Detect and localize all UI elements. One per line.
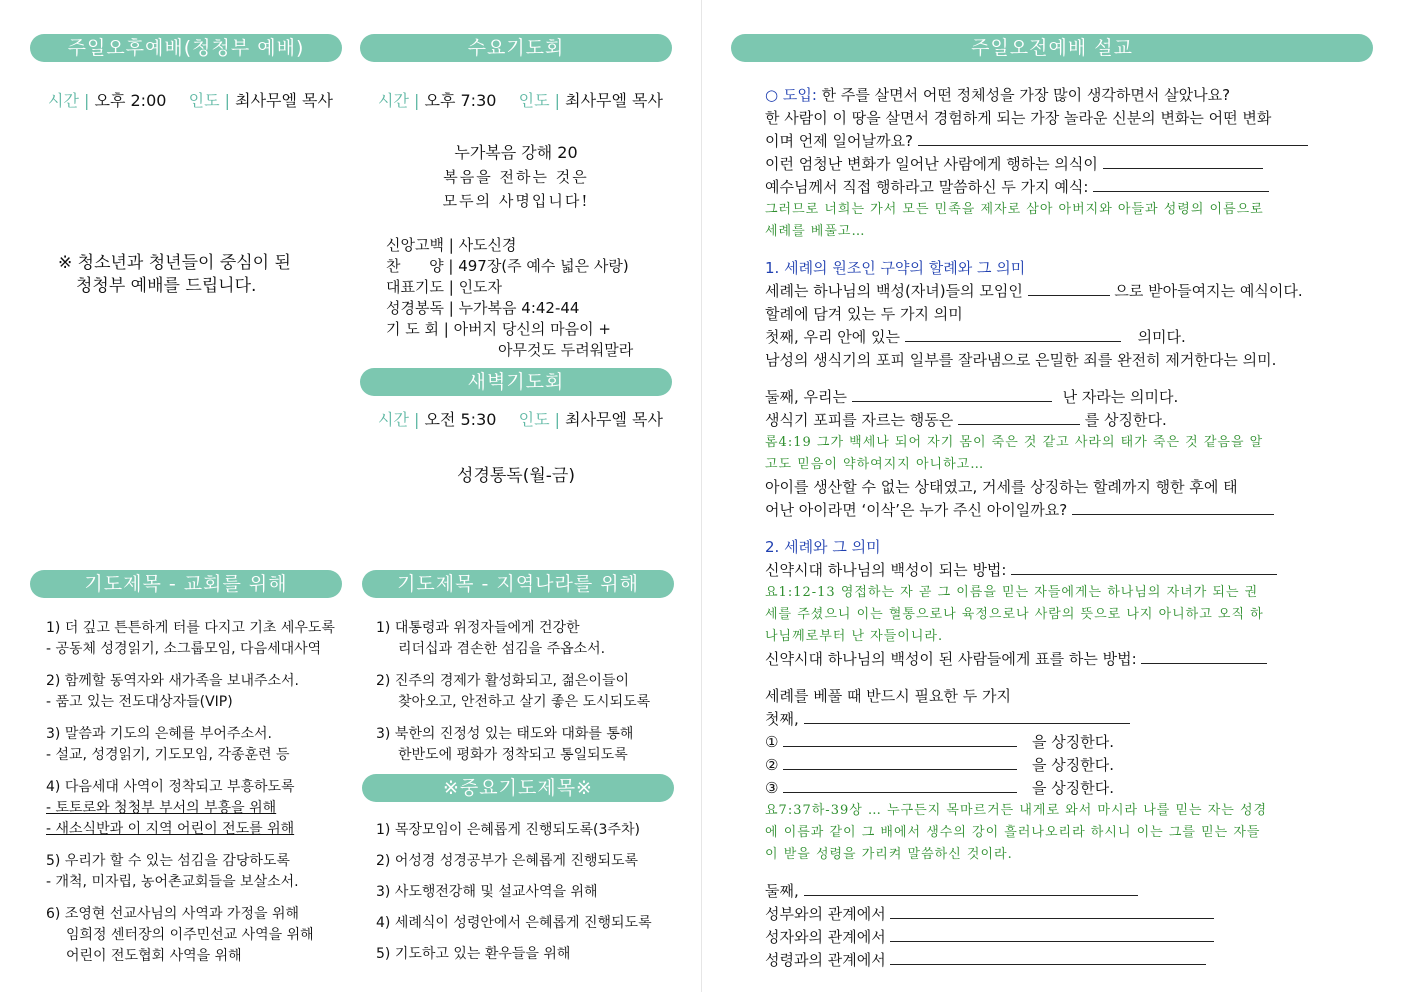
blank-line [890,903,1214,919]
sermon-line [765,559,1345,582]
list-item: 1) 목장모임이 은혜롭게 진행되도록(3주차) [376,822,640,838]
verse-line: 세례를 베풀고… [765,224,866,239]
blank-line [905,326,1121,342]
order-row: 기 도 회 | 아버지 당신의 마음이 + [386,320,611,338]
dawn-service-title: 새벽기도회 [360,368,672,396]
order-key: 성경봉독 [386,299,444,317]
list-item: 1) 대통령과 위정자들에게 건강한 [376,620,580,636]
order-continuation: 아무것도 두려워말라 [498,341,634,359]
list-item: - 개척, 미자립, 농어촌교회들을 보살소서. [46,874,299,890]
list-item: 1) 더 깊고 튼튼하게 터를 다지고 기초 세우도록 [46,620,335,636]
order-row: 찬 양 | 497장(주 예수 넓은 사랑) [386,257,629,275]
sermon-text: 둘째, [765,882,799,900]
separator: | [224,91,236,110]
order-key: 대표기도 [386,278,444,296]
sermon-line: 할례에 담겨 있는 두 가지 의미 [765,305,963,323]
wednesday-order [386,235,633,361]
sermon-line: 세례를 베풀 때 반드시 필요한 두 가지 [765,687,1011,705]
sermon-line [765,326,1345,349]
order-value: 497장(주 예수 넓은 사랑) [458,257,629,275]
separator: | [554,410,566,429]
sermon-text: 난 자라는 의미다. [1062,388,1179,406]
sermon-text: 으로 받아들여지는 예식이다. [1114,282,1303,300]
sermon-text: 의미다. [1137,328,1186,346]
sermon-text: 둘째, 우리는 [765,388,847,406]
sermon-line [765,880,1345,903]
separator: | [414,410,425,429]
sermon-line [765,648,1345,671]
list-item: 2) 함께할 동역자와 새가족을 보내주소서. [46,673,300,689]
list-item: 리더십과 겸손한 섬김을 주옵소서. [398,641,606,657]
list-item: - 품고 있는 전도대상자들(VIP) [46,694,233,710]
separator: | [414,91,425,110]
order-value: 인도자 [458,278,503,296]
lead-label: 인도 [518,91,550,110]
order-row: 신앙고백 | 사도신경 [386,236,517,254]
intro-line [765,84,1345,107]
symbol-line [765,754,1345,777]
blank-line [783,731,1017,747]
verse-line: 나님께로부터 난 자들이니라. [765,629,944,644]
verse-line: 요1:12-13 영접하는 자 곧 그 이름을 믿는 자들에게는 하나님의 자녀가 되는 권 [765,585,1259,600]
verse-line: 요7:37하-39상 … 누구든지 목마르거든 내게로 와서 마시라 나를 믿는 자는 성경 [765,803,1268,818]
sermon-line [765,499,1345,522]
afternoon-note-1: ※ 청소년과 청년들이 중심이 된 [58,253,291,273]
list-item: 5) 기도하고 있는 환우들을 위해 [376,946,571,962]
list-item: 5) 우리가 할 수 있는 섬김을 감당하도록 [46,853,290,869]
sermon-line [765,409,1345,432]
verse-line: 세를 주셨으니 이는 혈통으로나 육정으로나 사람의 뜻으로 나지 아니하고 오직 하 [765,607,1264,622]
list-item: - 공동체 성경읽기, 소그룹모임, 다음세대사역 [46,641,322,657]
blank-line [890,949,1206,965]
intro-text: 한 주를 살면서 어떤 정체성을 가장 많이 생각하면서 살았나요? [821,86,1231,104]
symbol-line [765,731,1345,754]
intro-line: 한 사람이 이 땅을 살면서 경험하게 되는 가장 놀라운 신분의 변화는 어떤 변화 [765,109,1272,127]
prayer-church-list [46,618,335,967]
verse-line: 롬4:19 그가 백세나 되어 자기 몸이 죽은 것 같고 사라의 태가 죽은 것 같음을 알 [765,435,1264,450]
dawn-time-row [378,407,663,430]
afternoon-note-2: 청청부 예배를 드립니다. [76,276,257,296]
sermon-text: 어난 아이라면 ‘이삭’은 누가 주신 아이일까요? [765,501,1068,519]
blank-line [783,777,1017,793]
lead-value: 최사무엘 목사 [565,91,663,110]
order-value: 사도신경 [458,236,517,254]
list-item: - 설교, 성경읽기, 기도모임, 각종훈련 등 [46,747,290,763]
prayer-nation-list [376,618,650,766]
blank-line [804,708,1130,724]
symbol-text: 을 상징한다. [1032,779,1115,797]
relation-text: 성자와의 관계에서 [765,928,886,946]
time-label: 시간 [378,91,409,110]
intro-text: 이런 엄청난 변화가 일어난 사람에게 행하는 의식이 [765,155,1098,173]
prayer-church-title: 기도제목 - 교회를 위해 [30,570,342,598]
wednesday-service-title: 수요기도회 [360,34,672,62]
intro-line [765,176,1345,199]
wednesday-subtitle-2: 모두의 사명입니다! [442,192,590,210]
list-item: - 새소식반과 이 지역 어린이 전도를 위해 [46,821,295,837]
list-item: 4) 다음세대 사역이 정착되고 부흥하도록 [46,779,295,795]
section-1-heading: 1. 세례의 원조인 구약의 할례와 그 의미 [765,259,1026,277]
blank-line [1103,153,1263,169]
order-value: 아버지 당신의 마음이 + [453,320,611,338]
list-item: 2) 진주의 경제가 활성화되고, 젊은이들이 [376,673,630,689]
list-item: 3) 북한의 진정성 있는 태도와 대화를 통해 [376,726,634,742]
symbol-text: 을 상징한다. [1032,733,1115,751]
relation-text: 성령과의 관계에서 [765,951,886,969]
list-item: - 토토로와 청청부 부서의 부흥을 위해 [46,800,277,816]
prayer-important-list [376,820,652,965]
sermon-text: 세례는 하나님의 백성(자녀)들의 모임인 [765,282,1023,300]
sermon-line: 아이를 생산할 수 없는 상태였고, 거세를 상징하는 할례까지 행한 후에 태 [765,478,1238,496]
intro-line [765,130,1345,153]
sermon-line [765,280,1345,303]
sermon-text: 첫째, 우리 안에 있는 [765,328,900,346]
sermon-body [765,84,1345,972]
time-value: 오전 5:30 [424,410,497,429]
wednesday-time-row [378,88,663,111]
list-item: 3) 사도행전강해 및 설교사역을 위해 [376,884,598,900]
afternoon-service-title: 주일오후예배(청청부 예배) [30,34,342,62]
list-item: 한반도에 평화가 정착되고 통일되도록 [398,747,628,763]
list-item: 6) 조영현 선교사님의 사역과 가정을 위해 [46,906,300,922]
blank-line [890,926,1214,942]
separator: | [84,91,95,110]
order-value: 누가복음 4:42-44 [458,299,580,317]
verse-line: 고도 믿음이 약하여지지 아니하고… [765,457,985,472]
order-key: 찬 양 [386,257,444,275]
time-value: 오후 7:30 [424,91,497,110]
sermon-line: 남성의 생식기의 포피 일부를 잘라냄으로 은밀한 죄를 완전히 제거한다는 의미. [765,351,1277,369]
symbol-number: ③ [765,779,779,797]
sermon-text: 신약시대 하나님의 백성이 되는 방법: [765,561,1007,579]
lead-label: 인도 [188,91,220,110]
verse-line: 에 이름과 같이 그 배에서 생수의 강이 흘러나오리라 하시니 이는 그를 믿는 자들 [765,825,1261,840]
prayer-nation-title: 기도제목 - 지역나라를 위해 [362,570,674,598]
wednesday-subtitle-1: 복음을 전하는 것은 [443,168,589,186]
list-item: 찾아오고, 안전하고 살기 좋은 도시되도록 [398,694,651,710]
symbol-text: 을 상징한다. [1032,756,1115,774]
order-key: 기 도 회 [386,320,440,338]
sermon-title: 주일오전예배 설교 [731,34,1373,62]
intro-line [765,153,1345,176]
sermon-text: 첫째, [765,710,799,728]
section-2-heading: 2. 세례와 그 의미 [765,538,881,556]
relation-line [765,926,1345,949]
dawn-note: 성경통독(월-금) [457,466,575,486]
blank-line [783,754,1017,770]
separator: | [554,91,566,110]
blank-line [1028,280,1110,296]
blank-line [804,880,1138,896]
time-label: 시간 [378,410,409,429]
wednesday-series: 누가복음 강해 20 [454,143,578,162]
list-item: 3) 말씀과 기도의 은혜를 부어주소서. [46,726,272,742]
symbol-line [765,777,1345,800]
relation-line [765,903,1345,926]
afternoon-time-row [48,88,333,111]
list-item: 임희정 센터장의 이주민선교 사역을 위해 [66,927,314,943]
blank-line [918,130,1308,146]
blank-line [1011,559,1277,575]
time-value: 오후 2:00 [94,91,167,110]
prayer-important-title: ※중요기도제목※ [362,774,674,802]
symbol-number: ② [765,756,779,774]
sermon-text: 신약시대 하나님의 백성이 된 사람들에게 표를 하는 방법: [765,650,1137,668]
relation-text: 성부와의 관계에서 [765,905,886,923]
lead-value: 최사무엘 목사 [235,91,333,110]
time-label: 시간 [48,91,79,110]
blank-line [1072,499,1274,515]
verse-line: 이 받을 성령을 가리켜 말씀하신 것이라. [765,847,1013,862]
lead-value: 최사무엘 목사 [565,410,663,429]
relation-line [765,949,1345,972]
blank-line [1093,176,1269,192]
intro-text: 예수님께서 직접 행하라고 말씀하신 두 가지 예식: [765,178,1089,196]
list-item: 4) 세례식이 성령안에서 은혜롭게 진행되도록 [376,915,652,931]
page-divider [701,0,702,992]
order-key: 신앙고백 [386,236,444,254]
sermon-line [765,386,1345,409]
blank-line [958,409,1080,425]
intro-text: 이며 언제 일어날까요? [765,132,913,150]
symbol-number: ① [765,733,779,751]
sermon-line [765,708,1345,731]
order-row: 성경봉독 | 누가복음 4:42-44 [386,299,580,317]
blank-line [852,386,1052,402]
verse-line: 그러므로 너희는 가서 모든 민족을 제자로 삼아 아버지와 아들과 성령의 이름으로 [765,202,1264,217]
order-row: 대표기도 | 인도자 [386,278,503,296]
lead-label: 인도 [518,410,550,429]
list-item: 2) 어성경 성경공부가 은혜롭게 진행되도록 [376,853,639,869]
list-item: 어린이 전도협회 사역을 위해 [66,948,242,964]
sermon-text: 생식기 포피를 자르는 행동은 [765,411,954,429]
sermon-text: 를 상징한다. [1084,411,1167,429]
blank-line [1141,648,1267,664]
intro-marker: ○ 도입: [765,86,817,104]
